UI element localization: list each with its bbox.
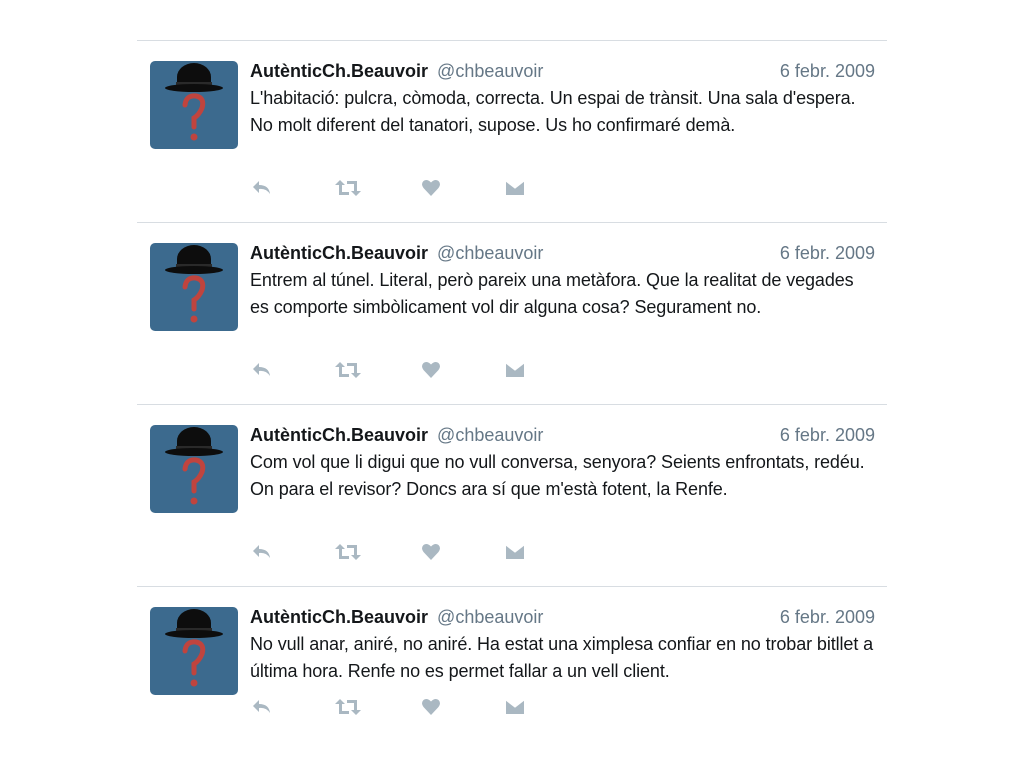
tweet-text: Entrem al túnel. Literal, però pareix una metàfora. Que la realitat de vegades es comporte simbòlicament vol dir alguna cosa? Segurament no. xyxy=(250,270,854,317)
tweet-timestamp[interactable]: 6 febr. 2009 xyxy=(779,607,875,627)
heart-icon[interactable] xyxy=(421,697,445,717)
avatar[interactable] xyxy=(150,607,238,695)
retweet-icon[interactable] xyxy=(335,360,359,380)
author-handle[interactable]: @chbeauvoir xyxy=(437,61,544,81)
avatar[interactable] xyxy=(150,61,238,149)
avatar[interactable] xyxy=(150,425,238,513)
tweet-timestamp[interactable]: 6 febr. 2009 xyxy=(779,425,875,445)
author-handle[interactable]: @chbeauvoir xyxy=(437,607,544,627)
bowler-hat-question-icon xyxy=(150,425,238,513)
reply-icon[interactable] xyxy=(251,360,275,380)
heart-icon[interactable] xyxy=(421,360,445,380)
author-name[interactable]: AutènticCh.Beauvoir xyxy=(250,425,429,445)
bowler-hat-question-icon xyxy=(150,243,238,331)
tweet[interactable] xyxy=(137,587,887,769)
tweet-text: Com vol que li digui que no vull conversa, senyora? Seients enfrontats, redéu. On para el revisor? Doncs ara sí que m'està fotent, la Renfe. xyxy=(250,452,865,499)
tweet-header xyxy=(250,423,875,447)
retweet-icon[interactable] xyxy=(335,178,359,198)
tweet[interactable] xyxy=(137,41,887,223)
heart-icon[interactable] xyxy=(421,542,445,562)
direct-message-icon[interactable] xyxy=(505,542,529,562)
tweet-header xyxy=(250,605,875,629)
retweet-icon[interactable] xyxy=(335,542,359,562)
tweet-header xyxy=(250,59,875,83)
direct-message-icon[interactable] xyxy=(505,178,529,198)
author-name[interactable]: AutènticCh.Beauvoir xyxy=(250,607,429,627)
tweet-header xyxy=(250,241,875,265)
tweet[interactable] xyxy=(137,223,887,405)
tweet-text: L'habitació: pulcra, còmoda, correcta. Un espai de trànsit. Una sala d'espera. No molt diferent del tanatori, supose. Us ho confirmaré demà. xyxy=(250,88,856,135)
tweet-timestamp[interactable]: 6 febr. 2009 xyxy=(779,61,875,81)
author-handle[interactable]: @chbeauvoir xyxy=(437,243,544,263)
bowler-hat-question-icon xyxy=(150,61,238,149)
reply-icon[interactable] xyxy=(251,697,275,717)
bowler-hat-question-icon xyxy=(150,607,238,695)
tweet-timestamp[interactable]: 6 febr. 2009 xyxy=(779,243,875,263)
author-handle[interactable]: @chbeauvoir xyxy=(437,425,544,445)
tweet-text: No vull anar, aniré, no aniré. Ha estat una ximplesa confiar en no trobar bitllet a última hora. Renfe no es permet fallar a un vell client. xyxy=(250,634,874,681)
tweet[interactable] xyxy=(137,405,887,587)
tweet-timeline xyxy=(137,40,887,769)
direct-message-icon[interactable] xyxy=(505,360,529,380)
direct-message-icon[interactable] xyxy=(505,697,529,717)
retweet-icon[interactable] xyxy=(335,697,359,717)
author-name[interactable]: AutènticCh.Beauvoir xyxy=(250,61,429,81)
author-name[interactable]: AutènticCh.Beauvoir xyxy=(250,243,429,263)
avatar[interactable] xyxy=(150,243,238,331)
reply-icon[interactable] xyxy=(251,542,275,562)
reply-icon[interactable] xyxy=(251,178,275,198)
heart-icon[interactable] xyxy=(421,178,445,198)
